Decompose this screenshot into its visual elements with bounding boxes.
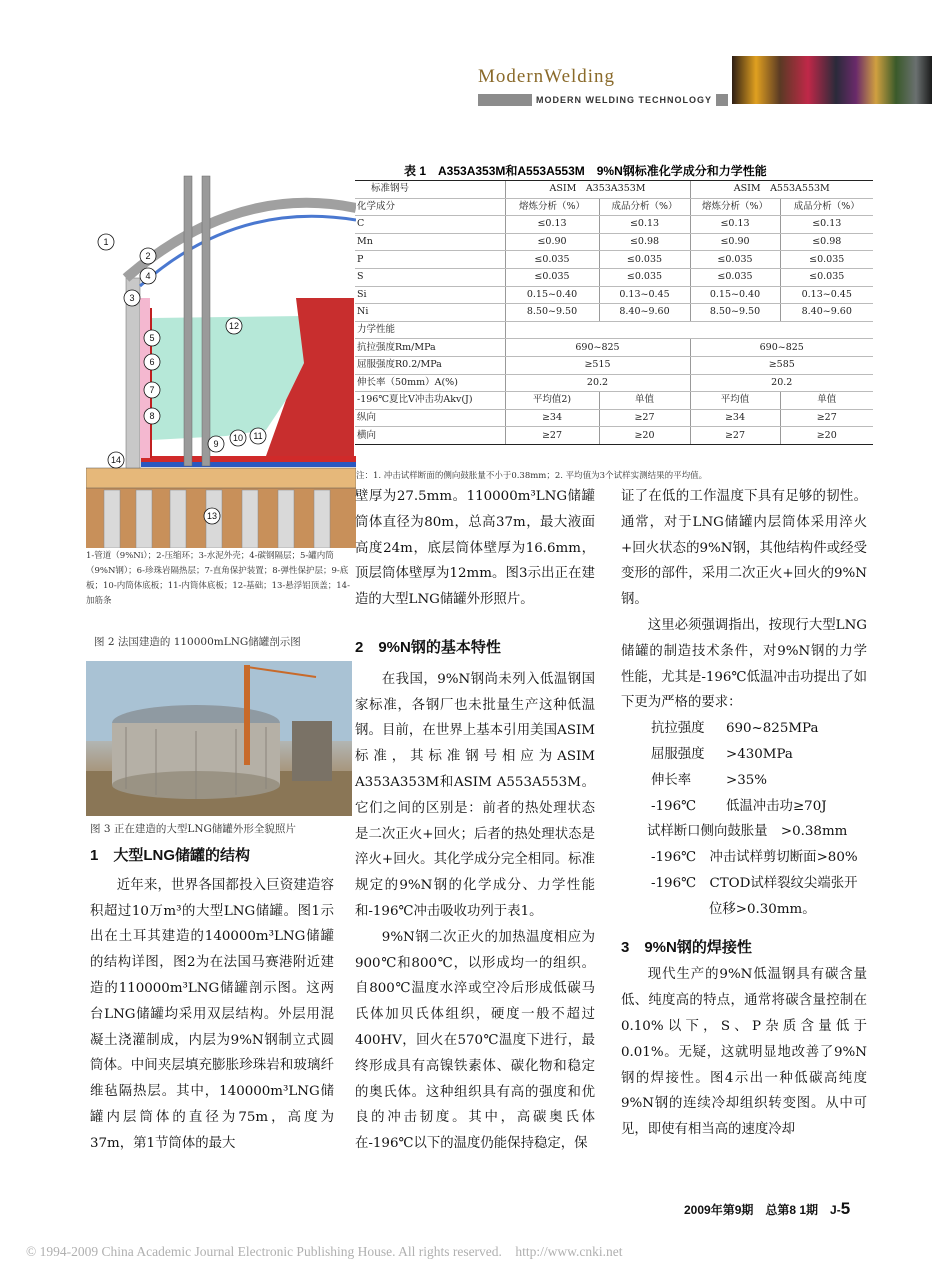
- requirements-list: [621, 716, 867, 819]
- table-row: [355, 374, 873, 392]
- value-cell: ≤0.13: [505, 216, 599, 234]
- table-row: [355, 409, 873, 427]
- value-cell: 8.50~9.50: [690, 304, 780, 322]
- value-cell: ≥585: [690, 356, 873, 374]
- value-cell: ≥27: [690, 427, 780, 445]
- value-cell: 690~825: [690, 339, 873, 357]
- value-cell: ≤0.035: [780, 268, 873, 286]
- table-row: [355, 356, 873, 374]
- table-row: [355, 251, 873, 269]
- section-2-paragraph-1: 在我国，9%N钢尚未列入低温钢国家标准，各钢厂也未批量生产这种低温钢。目前，在世界上基本引用美国ASIM标准，其标准钢号相应为ASIM A353A353M和ASIM A553A553M。它们之间的区别是：前者的热处理状态是二次正火+回火；后者的热处理状态是淬火+回火。其化学成分完全相同。标准规定的9%N钢的化学成分、力学性能和-196℃冲击吸收功列于表1。: [355, 671, 595, 919]
- table-row: [355, 286, 873, 304]
- element-cell: P: [355, 251, 505, 269]
- impact-avg-header: 平均值2): [505, 392, 599, 410]
- element-cell: S: [355, 268, 505, 286]
- value-cell: ≤0.90: [690, 233, 780, 251]
- section-1-paragraph: 近年来，世界各国都投入巨资建造容积超过10万m³的大型LNG储罐。图1示出在土耳其建造的140000m³LNG储罐的结构详图，图2为在法国马赛港附近建造的110000m³LNG储罐剖示图。这两台LNG储罐均采用双层结构。外层用混凝土浇灌制成，内层为9%N钢制立式圆筒体。中间夹层填充膨胀珍珠岩和玻璃纤维毡隔热层。其中，140000m³LNG储罐内层筒体的直径为75m，高度为37m，第1节筒体的最大: [90, 877, 334, 1151]
- value-cell: ≤0.035: [505, 251, 599, 269]
- issue-info: 2009年第9期 总第8 1期 J-: [684, 1203, 841, 1217]
- callout-label-12: 12: [228, 321, 240, 331]
- insulation-bottom: [141, 462, 356, 467]
- figure-3-photo: [86, 661, 352, 816]
- requirement-item: 试样断口侧向鼓胀量 >0.38mm: [647, 824, 848, 840]
- header-banner-image: [732, 56, 932, 104]
- callout-label-6: 6: [149, 357, 155, 367]
- table-header-chem: 化学成分: [355, 198, 505, 216]
- section-3-heading: 3 9%N钢的焊接性: [621, 938, 752, 956]
- table-row: [355, 339, 873, 357]
- column-2: [355, 484, 595, 1157]
- value-cell: ≤0.035: [690, 268, 780, 286]
- figure-2-legend: 1-管道（9%Ni）；2-压缩环；3-水泥外壳；4-碳钢隔层；5-罐内筒（9%N钢）；6-珍珠岩隔热层；7-直角保护装置；8-弹性保护层；9-底板；10-内筒体底板；11-内筒体底板；12-基础；13-悬浮铝顶盖；14-加筋条: [86, 551, 350, 606]
- value-cell: ≤0.98: [599, 233, 690, 251]
- impact-single-header: 单值: [599, 392, 690, 410]
- pipe-2: [202, 176, 210, 466]
- value-cell: 0.15~0.40: [690, 286, 780, 304]
- requirement-item: 屈服强度 >430MPa: [651, 746, 793, 762]
- value-cell: ≥20: [599, 427, 690, 445]
- value-cell: ≤0.035: [690, 251, 780, 269]
- requirement-item: -196℃ CTOD试样裂纹尖端张开: [651, 875, 858, 891]
- callout-label-13: 13: [206, 511, 218, 521]
- page-footer: [684, 1199, 850, 1219]
- value-cell: 20.2: [505, 374, 690, 392]
- element-cell: Ni: [355, 304, 505, 322]
- concrete-wall: [126, 278, 140, 468]
- table-row: [355, 304, 873, 322]
- page-number: 5: [840, 1199, 851, 1218]
- value-cell: ≤0.90: [505, 233, 599, 251]
- callout-label-10: 10: [232, 433, 244, 443]
- value-cell: ≤0.035: [599, 251, 690, 269]
- callout-label-3: 3: [129, 293, 135, 303]
- table-header-melt: 熔炼分析（%）: [690, 198, 780, 216]
- callout-label-9: 9: [213, 439, 219, 449]
- requirement-item: -196℃ 低温冲击功≥70J: [651, 798, 827, 814]
- property-cell: 屈服强度R0.2/MPa: [355, 356, 505, 374]
- table-header-prod: 成品分析（%）: [599, 198, 690, 216]
- copyright-notice: © 1994-2009 China Academic Journal Electronic Publishing House. All rights reserved. http://www.cnki.net: [26, 1244, 623, 1259]
- section-2-heading: 2 9%N钢的基本特性: [355, 638, 501, 656]
- value-cell: ≤0.035: [780, 251, 873, 269]
- pipe-1: [184, 176, 192, 466]
- value-cell: ≤0.98: [780, 233, 873, 251]
- value-cell: ≥27: [505, 427, 599, 445]
- callout-label-14: 14: [110, 455, 122, 465]
- table-header-melt: 熔炼分析（%）: [505, 198, 599, 216]
- figure-3-caption: 图 3 正在建造的大型LNG储罐外形全貌照片: [90, 823, 296, 835]
- impact-avg-header: 平均值: [690, 392, 780, 410]
- section-1-heading: 1 大型LNG储罐的结构: [90, 847, 251, 864]
- value-cell: ≥515: [505, 356, 690, 374]
- value-cell: 8.40~9.60: [780, 304, 873, 322]
- requirement-item: -196℃ 冲击试样剪切断面>80%: [651, 850, 858, 866]
- value-cell: ≥27: [599, 409, 690, 427]
- value-cell: ≥34: [690, 409, 780, 427]
- pearlite-insulation: [140, 298, 150, 458]
- impact-label: -196℃夏比V冲击功Akv(J): [355, 392, 505, 410]
- callout-label-7: 7: [149, 385, 155, 395]
- journal-title: ModernWelding: [478, 66, 616, 87]
- figure-2-diagram: [86, 168, 356, 566]
- value-cell: 0.13~0.45: [780, 286, 873, 304]
- figure-2-caption: 图 2 法国建造的 110000mLNG储罐剖示图: [94, 636, 301, 648]
- value-cell: ≤0.13: [780, 216, 873, 234]
- property-cell: 伸长率（50mm）A(%): [355, 374, 505, 392]
- section-3-paragraph: 现代生产的9%N低温钢具有碳含量低、纯度高的特点，通常将碳含量控制在0.10%以下，S、P杂质含量低于0.01%。无疑，这就明显地改善了9%N钢的焊接性。图4示出一种低碳高纯度9%N钢的连续冷却组织转变图。从中可见，即使有相当高的速度冷却: [621, 967, 867, 1138]
- value-cell: ≤0.035: [505, 268, 599, 286]
- value-cell: ≤0.035: [599, 268, 690, 286]
- column-1: [90, 843, 334, 1157]
- table-row: [355, 427, 873, 445]
- callout-label-8: 8: [149, 411, 155, 421]
- table-header-std2: ASIM A553A553M: [690, 181, 873, 199]
- value-cell: ≥20: [780, 427, 873, 445]
- value-cell: 20.2: [690, 374, 873, 392]
- element-cell: C: [355, 216, 505, 234]
- base-slab: [86, 468, 356, 488]
- value-cell: 690~825: [505, 339, 690, 357]
- tank-photo-svg: [86, 661, 352, 816]
- direction-cell: 纵向: [355, 409, 505, 427]
- value-cell: ≥34: [505, 409, 599, 427]
- section-2-paragraph-2: 9%N钢二次正火的加热温度相应为900℃和800℃，以形成均一的组织。自800℃温度水淬或空冷后形成低碳马氏体加贝氏体组织，硬度一般不超过400HV，回火在570℃温度下进行，最终形成具有高镍铁素体、碳化物和稳定的奥氏体。这种组织具有高的强度和优良的冲击韧度。其中，高碳奥氏体在-196℃以下的温度仍能保持稳定，保: [355, 929, 595, 1152]
- callout-label-1: 1: [103, 237, 109, 247]
- property-cell: 抗拉强度Rm/MPa: [355, 339, 505, 357]
- table-1-note: 注：1. 冲击试样断面的侧向鼓胀量不小于0.38mm；2. 平均值为3个试样实测结果的平均值。: [356, 471, 708, 481]
- column-3-continuation: 证了在低的工作温度下具有足够的韧性。通常，对于LNG储罐内层筒体采用淬火+回火状态的9%N钢，其他结构件或经受变形的部件，采用二次正火+回火的9%N钢。: [621, 489, 867, 608]
- table-header-std1: ASIM A353A353M: [505, 181, 690, 199]
- value-cell: ≥27: [780, 409, 873, 427]
- impact-single-header: 单值: [780, 392, 873, 410]
- value-cell: 0.15~0.40: [505, 286, 599, 304]
- table-header-mech: 力学性能: [355, 321, 505, 339]
- table-row: [355, 233, 873, 251]
- journal-subtitle: MODERN WELDING TECHNOLOGY: [532, 94, 716, 106]
- callout-label-4: 4: [145, 271, 151, 281]
- table-1: [355, 180, 873, 445]
- suspended-deck: [140, 216, 356, 286]
- table-1-title: 表 1 A353A353M和A553A553M 9%N钢标准化学成分和力学性能: [404, 164, 767, 178]
- element-cell: Si: [355, 286, 505, 304]
- table-row: [355, 216, 873, 234]
- callout-label-11: 11: [253, 431, 263, 441]
- value-cell: 8.50~9.50: [505, 304, 599, 322]
- journal-subtitle-bar: [478, 94, 728, 106]
- bottom-plate: [141, 456, 356, 462]
- requirement-item: 伸长率 >35%: [651, 772, 767, 788]
- value-cell: 8.40~9.60: [599, 304, 690, 322]
- callout-label-2: 2: [145, 251, 151, 261]
- requirements-intro: 这里必须强调指出，按现行大型LNG储罐的制造技术条件，对9%N钢的力学性能，尤其是-196℃低温冲击功提出了如下更为严格的要求：: [621, 617, 867, 711]
- direction-cell: 横向: [355, 427, 505, 445]
- dome-roof: [126, 203, 356, 278]
- table-header-grade: 标准钢号: [355, 181, 505, 199]
- requirement-item: 抗拉强度 690~825MPa: [651, 721, 819, 737]
- requirement-item: 位移>0.30mm。: [709, 901, 816, 917]
- value-cell: 0.13~0.45: [599, 286, 690, 304]
- value-cell: ≤0.13: [690, 216, 780, 234]
- tank-section-svg: [86, 168, 356, 548]
- table-row: [355, 268, 873, 286]
- callout-label-5: 5: [149, 333, 155, 343]
- value-cell: ≤0.13: [599, 216, 690, 234]
- table-header-prod: 成品分析（%）: [780, 198, 873, 216]
- column-3: [621, 484, 867, 1143]
- column-2-continuation: 壁厚为27.5mm。110000m³LNG储罐筒体直径为80m，总高37m，最大液面高度24m，底层筒体壁厚为16.6mm，顶层筒体壁厚为12mm。图3示出正在建造的大型LNG储罐外形照片。: [355, 489, 595, 608]
- element-cell: Mn: [355, 233, 505, 251]
